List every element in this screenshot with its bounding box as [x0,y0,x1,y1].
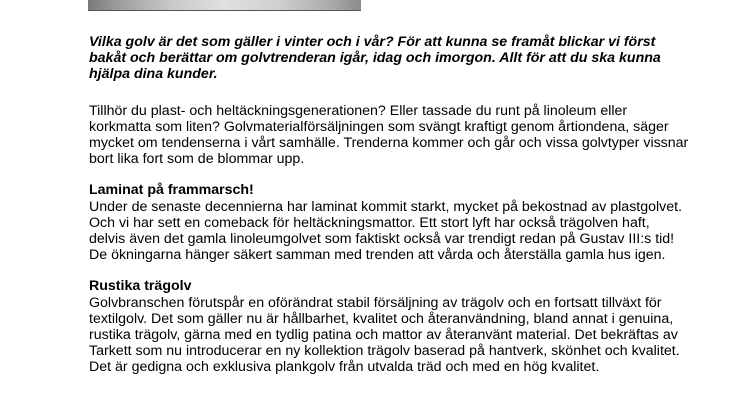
section-heading: Rustika trägolv [89,278,192,295]
article-photo [88,0,361,11]
article-body [89,34,689,391]
article-lead: Vilka golv är det som gäller i vinter och i vår? För att kunna se framåt blickar vi först bakåt och berättar om golvtrenderan igår, idag och imorgon. Allt för att du ska kunna hjälpa dina kunder. [89,34,661,83]
section-laminat [89,182,689,263]
intro-paragraph: Tillhör du plast- och heltäckningsgenerationen? Eller tassade du runt på linoleum eller korkmatta som liten? Golvmaterialförsäljningen som svängt kraftigt genom årtiondena, säger mycket om tendenserna i vårt samhälle. Trenderna kommer och går och vissa golvtyper vissnar bort lika fort som de blommar upp. [89,102,689,168]
section-heading: Laminat på frammarsch! [89,182,254,199]
section-tragolv [89,278,689,375]
section-text: Under de senaste decennierna har laminat kommit starkt, mycket på bekostnad av plastgolvet. Och vi har sett en comeback för heltäckningsmattor. Ett stort lyft har också trägolven haft, delvis även det gamla linoleumgolvet som faktiskt också var trendigt redan på Gustav III:s tid! De ökningarna hänger säkert samman med trenden att vårda och återställa gamla hus igen. [89,198,683,264]
section-text: Golvbranschen förutspår en oförändrat stabil försäljning av trägolv och en fortsatt tillväxt för textilgolv. Det som gäller nu är hållbarhet, kvalitet och återanvändning, bland annat i genuina, rustika trägolv, gärna med en tydlig patina och mattor av återanvänt material. Det bekräftas av Tarkett som nu introducerar en ny kollektion trägolv baserad på hantverk, skönhet och kvalitet. Det är gedigna och exklusiva plankgolv från utvalda träd och med en hög kvalitet. [89,294,680,376]
